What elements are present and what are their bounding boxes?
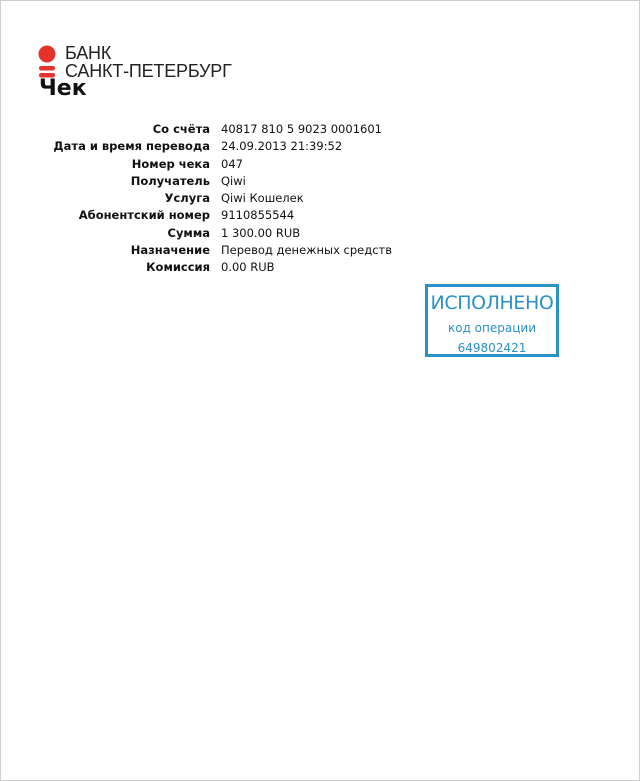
stamp-code-label: код операции <box>447 321 536 335</box>
purpose-label: Назначение <box>130 243 210 258</box>
service-value: Qiwi Кошелек <box>221 191 304 206</box>
recipient-label: Получатель <box>130 173 210 188</box>
bank-logo-icon <box>38 45 56 79</box>
recipient-value: Qiwi <box>221 173 246 188</box>
amount-label: Сумма <box>167 225 210 240</box>
commission-value: 0.00 RUB <box>221 260 275 275</box>
account-value: 40817 810 5 9023 0001601 <box>221 122 382 136</box>
stamp-operation-code: 649802421 <box>457 341 527 355</box>
receipt-row-service <box>43 190 392 207</box>
purpose-value: Перевод денежных средств <box>221 243 393 258</box>
receipt-row-subscriber-number <box>43 207 392 224</box>
commission-label: Комиссия <box>146 260 210 275</box>
service-label: Услуга <box>164 191 210 206</box>
datetime-value: 24.09.2013 21:39:52 <box>221 139 343 154</box>
receipt-row-datetime <box>43 138 392 155</box>
receipt-row-amount <box>43 225 392 242</box>
receipt-row-account <box>43 121 392 138</box>
stamp-status: ИСПОЛНЕНО <box>430 292 554 314</box>
account-label: Со счёта <box>152 122 210 136</box>
bank-logo-line-2: САНКТ-ПЕТЕРБУРГ <box>65 61 232 81</box>
receipt-row-check-number <box>43 156 392 173</box>
receipt-row-commission <box>43 259 392 276</box>
amount-value: 1 300.00 RUB <box>221 225 301 240</box>
receipt-row-recipient <box>43 173 392 190</box>
completed-stamp <box>425 284 559 357</box>
check-number-label: Номер чека <box>131 156 210 171</box>
document-title: Чек <box>39 76 87 101</box>
bank-logo-line-1: БАНК <box>65 43 112 63</box>
receipt-details-table <box>43 121 392 277</box>
subscriber-number-value: 9110855544 <box>221 208 295 223</box>
bank-logo-text <box>65 44 232 80</box>
subscriber-number-label: Абонентский номер <box>78 208 210 223</box>
check-number-value: 047 <box>221 156 243 171</box>
datetime-label: Дата и время перевода <box>53 139 210 154</box>
receipt-row-purpose <box>43 242 392 259</box>
